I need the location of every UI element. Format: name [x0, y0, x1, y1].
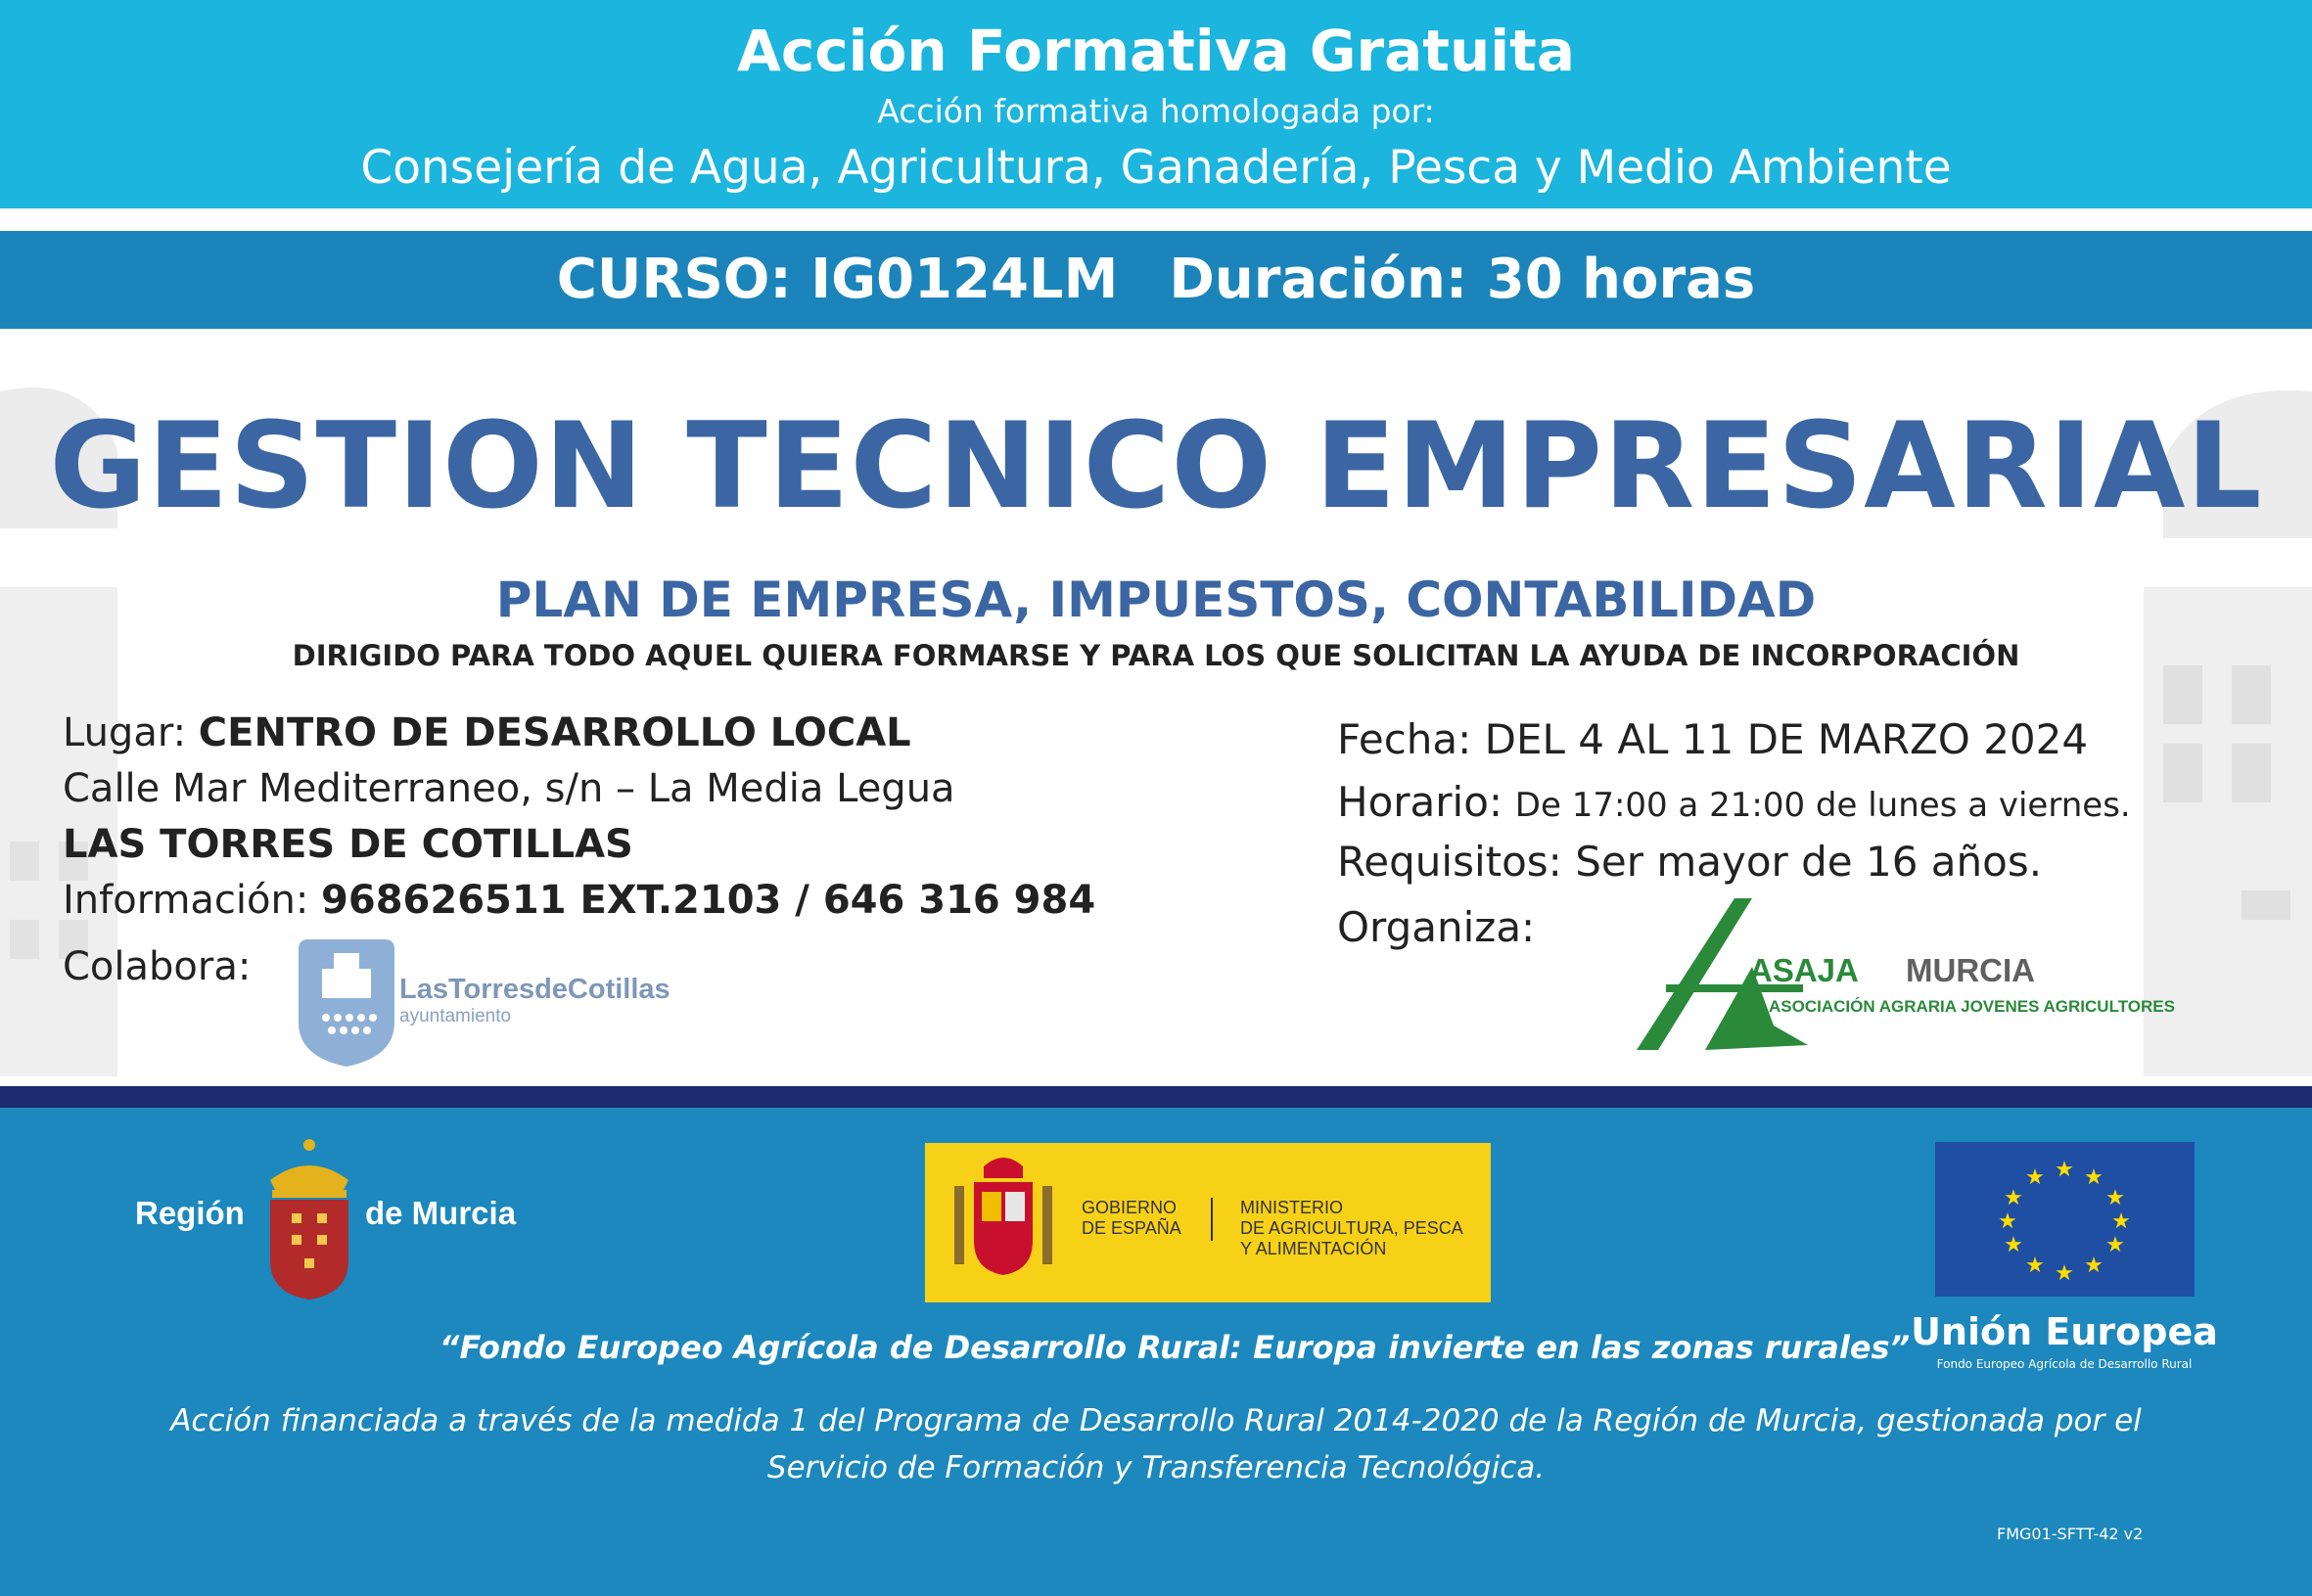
- ministry-line3: Y ALIMENTACIÓN: [1240, 1239, 1387, 1258]
- banner-title: Acción Formativa Gratuita: [736, 18, 1575, 84]
- info-line: [63, 873, 1095, 928]
- course-bar: [0, 231, 2312, 329]
- svg-text:★: ★: [2084, 1165, 2104, 1190]
- course-audience: DIRIGIDO PARA TODO AQUEL QUIERA FORMARSE Y PARA LOS QUE SOLICITAN LA AYUDA DE INCORPORACIÓN: [292, 639, 2020, 672]
- town-value: LAS TORRES DE COTILLAS: [63, 822, 633, 867]
- murcia-text-left: Región: [135, 1195, 245, 1231]
- place-label: Lugar:: [63, 710, 187, 755]
- course-title: GESTION TECNICO EMPRESARIAL: [49, 397, 2263, 535]
- svg-text:★: ★: [2055, 1261, 2074, 1286]
- ministry-line1: MINISTERIO: [1240, 1198, 1344, 1217]
- gob-line1: GOBIERNO: [1082, 1198, 1178, 1217]
- collaborates-label: Colabora:: [63, 944, 252, 989]
- divider-bar: [0, 1086, 2312, 1108]
- torres-logo-text: LasTorresdeCotillas: [399, 974, 670, 1005]
- organizer-label: Organiza:: [1337, 903, 1536, 951]
- date-value: DEL 4 AL 11 DE MARZO 2024: [1484, 715, 2089, 763]
- svg-text:★: ★: [2105, 1233, 2125, 1257]
- schedule-label: Horario:: [1337, 778, 1503, 826]
- document-code: FMG01-SFTT-42 v2: [1997, 1525, 2144, 1543]
- eu-flag-icon: [1935, 1142, 2195, 1297]
- ministry-line2: DE AGRICULTURA, PESCA: [1240, 1218, 1463, 1238]
- requirements-line: [1337, 835, 2042, 889]
- asaja-murcia-logo: [1637, 898, 2204, 1055]
- date-line: [1337, 712, 2088, 767]
- svg-text:★: ★: [2025, 1254, 2045, 1278]
- murcia-text-right: de Murcia: [365, 1195, 517, 1231]
- svg-text:★: ★: [2004, 1233, 2023, 1257]
- requirements-value: Ser mayor de 16 años.: [1575, 838, 2043, 886]
- place-line: [63, 706, 911, 760]
- svg-text:★: ★: [2105, 1186, 2125, 1210]
- svg-text:★: ★: [2111, 1209, 2131, 1234]
- banner-approving-body: Consejería de Agua, Agricultura, Ganadería, Pesca y Medio Ambiente: [360, 141, 1952, 195]
- schedule-line: [1337, 775, 2131, 833]
- date-label: Fecha:: [1337, 715, 1472, 763]
- svg-text:★: ★: [2055, 1158, 2074, 1182]
- course-code: CURSO: IG0124LM: [556, 248, 1119, 311]
- gob-line2: DE ESPAÑA: [1082, 1218, 1181, 1238]
- funding-note: Acción financiada a través de la medida 1 del Programa de Desarrollo Rural 2014-2020 de la Región de Murcia, gestionada por el Servicio de Formación y Transferencia Tecnológica.: [170, 1403, 2142, 1485]
- schedule-value: De 17:00 a 21:00 de lunes a viernes.: [1514, 786, 2131, 825]
- svg-text:★: ★: [2084, 1254, 2104, 1278]
- torres-logo-subtext: ayuntamiento: [399, 1006, 512, 1026]
- address-line: Calle Mar Mediterraneo, s/n – La Media Legua: [63, 766, 955, 811]
- asaja-tagline: ASOCIACIÓN AGRARIA JOVENES AGRICULTORES: [1769, 997, 2175, 1016]
- asaja-region: MURCIA: [1906, 952, 2035, 988]
- svg-text:★: ★: [1998, 1209, 2017, 1234]
- info-phone-value: 968626511 EXT.2103 / 646 316 984: [321, 878, 1096, 923]
- asaja-name: ASAJA: [1749, 952, 1859, 988]
- info-label: Información:: [63, 878, 309, 923]
- region-de-murcia-logo: [135, 1133, 546, 1300]
- eu-title: Unión Europea: [1911, 1310, 2218, 1353]
- svg-text:★: ★: [2025, 1165, 2045, 1190]
- murcia-crown-icon: [270, 1139, 348, 1198]
- top-banner: [0, 0, 2312, 208]
- course-duration: Duración: 30 horas: [1169, 248, 1756, 311]
- place-value: CENTRO DE DESARROLLO LOCAL: [198, 710, 911, 755]
- eu-subtitle: Fondo Europeo Agrícola de Desarrollo Rural: [1936, 1357, 2193, 1371]
- fund-quote: “Fondo Europeo Agrícola de Desarrollo Rural: Europa invierte en las zonas rurales”: [439, 1329, 1911, 1366]
- course-subtitle: PLAN DE EMPRESA, IMPUESTOS, CONTABILIDAD: [495, 571, 1817, 628]
- requirements-label: Requisitos:: [1337, 838, 1562, 886]
- town-line: [63, 817, 633, 872]
- banner-approved-label: Acción formativa homologada por:: [877, 92, 1435, 130]
- murcia-shield-icon: [270, 1200, 348, 1300]
- svg-text:★: ★: [2004, 1186, 2023, 1210]
- las-torres-de-cotillas-logo: [299, 939, 690, 1067]
- gobierno-de-espana-logo: [925, 1143, 1491, 1302]
